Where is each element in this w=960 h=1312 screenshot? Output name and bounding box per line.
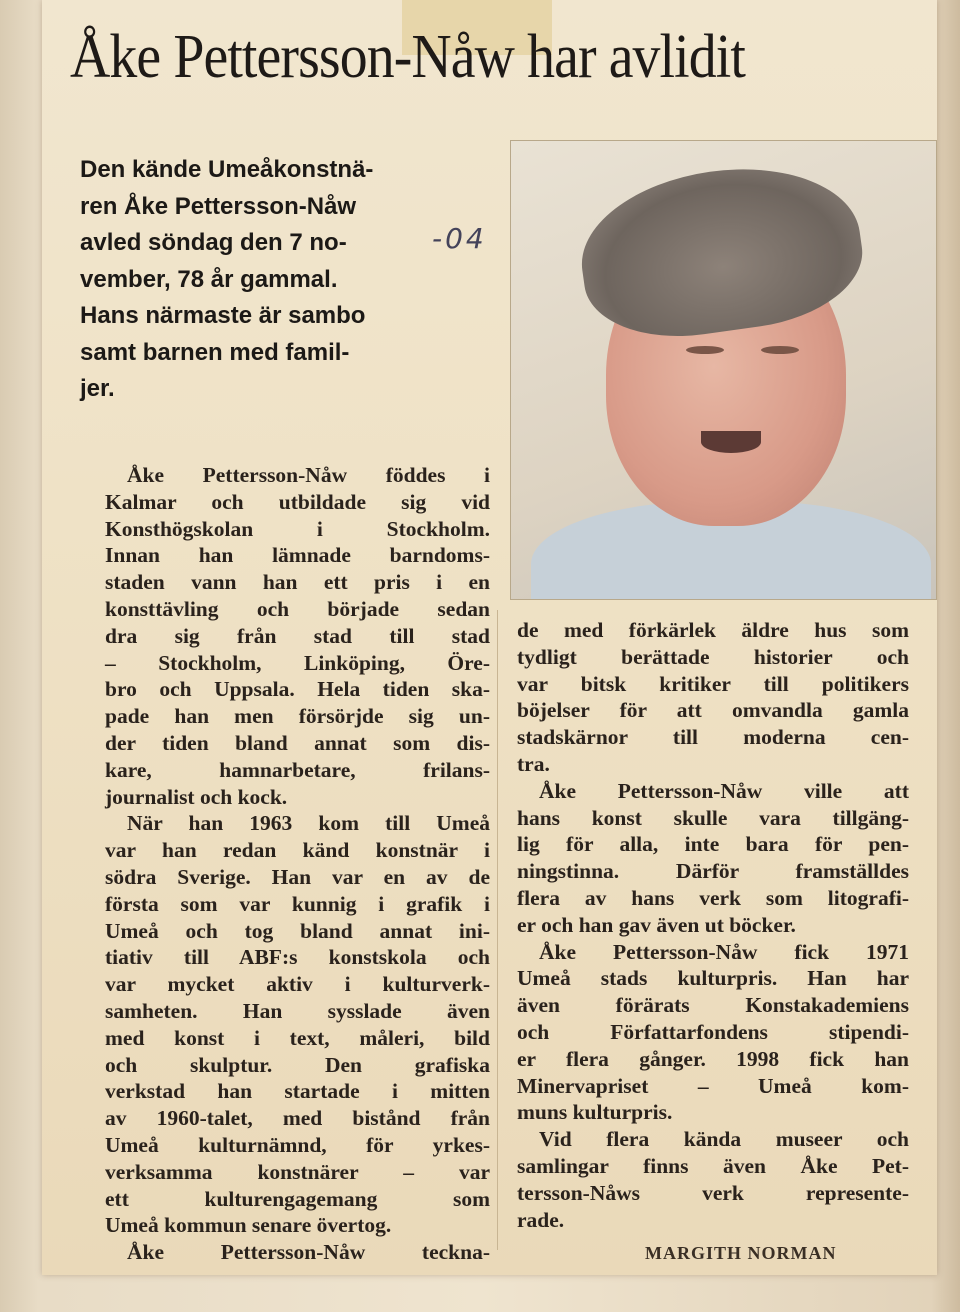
lede-line: Den kände Umeåkonstnä- — [80, 156, 374, 183]
text-line: Åke Pettersson-Nåw teckna- — [127, 1240, 490, 1265]
portrait-photo — [510, 140, 937, 600]
text-line: och skulptur. Den grafiska — [105, 1052, 490, 1077]
text-line: Umeå och tog bland annat ini- — [105, 918, 490, 943]
text-line: första som var kunnig i grafik i — [105, 891, 490, 916]
text-line: Kalmar och utbildade sig vid — [105, 489, 490, 514]
text-line: flera av hans verk som litografi- — [517, 885, 909, 910]
text-line: Innan han lämnade barndoms- — [105, 543, 490, 568]
text-line: Åke Pettersson-Nåw ville att — [539, 778, 909, 803]
text-line: verksamma konstnärer – var — [105, 1159, 490, 1184]
text-line: muns kulturpris. — [517, 1100, 673, 1125]
text-line: rade. — [517, 1207, 565, 1232]
lede-line: samt barnen med famil- — [80, 338, 350, 366]
headline: Åke Pettersson-Nåw har avlidit — [70, 23, 745, 91]
text-line: tydligt berättade historier och — [517, 644, 909, 669]
text-line: tra. — [517, 751, 550, 776]
text-line: pade han men försörjde sig un- — [105, 704, 490, 729]
text-line: Umeå kulturnämnd, för yrkes- — [105, 1132, 490, 1157]
column-divider — [497, 610, 498, 1250]
lede-line: vember, 78 år gammal. — [80, 265, 338, 293]
body-paragraph — [105, 1239, 490, 1266]
text-line: Minervapriset – Umeå kom- — [517, 1073, 909, 1098]
text-line: Åke Pettersson-Nåw föddes i — [127, 463, 490, 487]
text-line: var han redan känd konstnär i — [105, 838, 490, 863]
text-line: Åke Pettersson-Nåw fick 1971 — [539, 939, 909, 964]
text-line: stadskärnor till moderna cen- — [517, 725, 909, 750]
text-line: der tiden bland annat som dis- — [105, 730, 490, 755]
body-paragraph — [517, 939, 909, 1127]
text-line: journalist och kock. — [105, 784, 288, 809]
text-line: er flera gånger. 1998 fick han — [517, 1046, 909, 1071]
handwritten-note: -04 — [432, 222, 487, 255]
body-paragraph — [517, 617, 909, 778]
text-line: tiativ till ABF:s konstskola och — [105, 945, 490, 970]
text-line: var mycket aktiv i kulturverk- — [105, 972, 490, 997]
lede-line: avled söndag den 7 no- — [80, 229, 347, 256]
text-line: av 1960-talet, med bistånd från — [105, 1106, 490, 1131]
text-line: tersson-Nåws verk represente- — [517, 1180, 909, 1205]
photo-eye — [761, 346, 799, 354]
lede-line: ren Åke Pettersson-Nåw — [80, 192, 357, 220]
text-line: och Författarfondens stipendi- — [517, 1019, 909, 1044]
lede-line: jer. — [80, 375, 115, 402]
text-line: böjelser för att omvandla gamla — [517, 698, 909, 723]
text-line: kare, hamnarbetare, frilans- — [105, 757, 490, 782]
lede-paragraph — [80, 152, 475, 408]
text-line: ett kulturengagemang som — [105, 1186, 490, 1211]
text-line: samheten. Han sysslade även — [105, 998, 490, 1023]
text-line: Konsthögskolan i Stockholm. — [105, 516, 490, 541]
text-line: konsttävling och började sedan — [105, 596, 490, 621]
text-line: Umeå stads kulturpris. Han har — [517, 966, 909, 991]
text-line: var bitsk kritiker till politikers — [517, 671, 909, 696]
byline: MARGITH NORMAN — [645, 1243, 837, 1263]
body-paragraph — [105, 462, 490, 810]
body-paragraph — [517, 1126, 909, 1233]
text-line: dra sig från stad till stad — [105, 623, 490, 648]
text-line: bro och Uppsala. Hela tiden ska- — [105, 677, 490, 702]
text-line: verkstad han startade i mitten — [105, 1079, 490, 1104]
text-line: samlingar finns även Åke Pet- — [517, 1153, 909, 1178]
text-line: de med förkärlek äldre hus som — [517, 618, 909, 642]
text-line: Umeå kommun senare övertog. — [105, 1213, 392, 1238]
text-line: staden vann han ett pris i en — [105, 570, 490, 595]
text-line: södra Sverige. Han var en av de — [105, 864, 490, 889]
photo-eye — [686, 346, 724, 354]
text-line: lig för alla, inte bara för pen- — [517, 832, 909, 857]
body-paragraph — [105, 810, 490, 1239]
photo-mouth — [701, 431, 761, 453]
text-line: Vid flera kända museer och — [539, 1127, 909, 1152]
text-line: er och han gav även ut böcker. — [517, 912, 796, 937]
body-column-left — [105, 462, 490, 1266]
lede-line: Hans närmaste är sambo — [80, 302, 366, 329]
text-line: – Stockholm, Linköping, Öre- — [105, 650, 490, 675]
text-line: även förärats Konstakademiens — [517, 993, 909, 1018]
body-paragraph — [517, 778, 909, 939]
text-line: hans konst skulle vara tillgäng- — [517, 805, 909, 830]
text-line: När han 1963 kom till Umeå — [127, 811, 490, 836]
body-column-right — [517, 617, 909, 1233]
text-line: ningstinna. Därför framställdes — [517, 859, 909, 884]
text-line: med konst i text, måleri, bild — [105, 1025, 490, 1050]
